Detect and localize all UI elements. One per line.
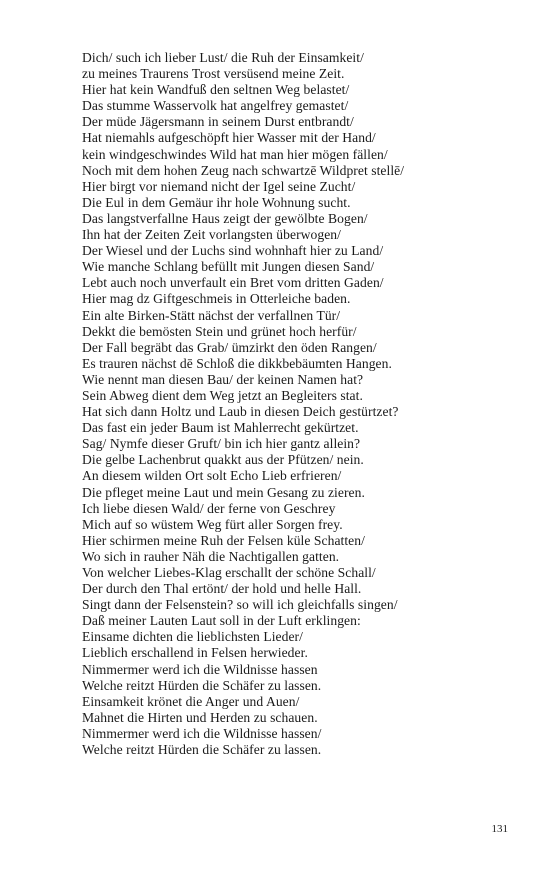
poem-line: Wie manche Schlang befüllt mit Jungen diesen Sand/ bbox=[82, 259, 375, 275]
poem-line: Die pfleget meine Laut und mein Gesang zu zieren. bbox=[82, 484, 365, 500]
poem-line: Wo sich in rauher Näh die Nachtigallen gatten. bbox=[82, 548, 340, 564]
poem-line: Nimmermer werd ich die Wildnisse hassen bbox=[82, 661, 318, 677]
poem-line: zu meines Traurens Trost versüsend meine Zeit. bbox=[82, 66, 345, 82]
poem-line: Lieblich erschallend in Felsen herwieder. bbox=[82, 645, 308, 661]
poem-line: Welche reitzt Hürden die Schäfer zu lassen. bbox=[82, 742, 322, 758]
poem-line: Hat sich dann Holtz und Laub in diesen Deich gestürtzet? bbox=[82, 404, 399, 420]
poem-line: Mahnet die Hirten und Herden zu schauen. bbox=[82, 709, 318, 725]
poem-line: Hier mag dz Giftgeschmeis in Otterleiche baden. bbox=[82, 291, 351, 307]
poem-line: Dekkt die bemösten Stein und grünet hoch herfür/ bbox=[82, 323, 357, 339]
poem-line: Das fast ein jeder Baum ist Mahlerrecht gekürtzet. bbox=[82, 420, 359, 436]
poem-line: Wie nennt man diesen Bau/ der keinen Namen hat? bbox=[82, 371, 364, 387]
poem-line: Mich auf so wüstem Weg fürt aller Sorgen frey. bbox=[82, 516, 343, 532]
poem-line: Hier birgt vor niemand nicht der Igel seine Zucht/ bbox=[82, 178, 356, 194]
poem-line: Es trauren nächst dē Schloß die dikkbebäumten Hangen. bbox=[82, 355, 392, 371]
poem-line: Hat niemahls aufgeschöpft hier Wasser mit der Hand/ bbox=[82, 130, 376, 146]
poem-line: Der durch den Thal ertönt/ der hold und helle Hall. bbox=[82, 581, 362, 597]
poem-line: Nimmermer werd ich die Wildnisse hassen/ bbox=[82, 725, 322, 741]
poem-line: Das langstverfallne Haus zeigt der gewölbte Bogen/ bbox=[82, 210, 368, 226]
page-number: 131 bbox=[491, 823, 508, 835]
poem-line: Sag/ Nymfe dieser Gruft/ bin ich hier gantz allein? bbox=[82, 436, 361, 452]
poem-line: Der Fall begräbt das Grab/ ümzirkt den öden Rangen/ bbox=[82, 339, 377, 355]
poem-line: Sein Abweg dient dem Weg jetzt an Begleiters stat. bbox=[82, 387, 363, 403]
poem-line: Lebt auch noch unverfault ein Bret vom dritten Gaden/ bbox=[82, 275, 384, 291]
poem-line: Hier hat kein Wandfuß den seltnen Weg belastet/ bbox=[82, 82, 350, 98]
poem-line: Ihn hat der Zeiten Zeit vorlangsten überwogen/ bbox=[82, 227, 341, 243]
poem-line: Die gelbe Lachenbrut quakkt aus der Pfützen/ nein. bbox=[82, 452, 364, 468]
poem-line: Das stumme Wasservolk hat angelfrey gemastet/ bbox=[82, 98, 349, 114]
poem-line: Ein alte Birken-Stätt nächst der verfallnen Tür/ bbox=[82, 307, 341, 323]
poem-line: Einsamkeit krönet die Anger und Auen/ bbox=[82, 693, 300, 709]
poem-text bbox=[82, 50, 522, 758]
poem-line: Welche reitzt Hürden die Schäfer zu lassen. bbox=[82, 677, 322, 693]
poem-line: Noch mit dem hohen Zeug nach schwartzē Wildpret stellē/ bbox=[82, 162, 405, 178]
poem-line: kein windgeschwindes Wild hat man hier mögen fällen/ bbox=[82, 146, 388, 162]
poem-line: Daß meiner Lauten Laut soll in der Luft erklingen: bbox=[82, 613, 361, 629]
poem-line: Der Wiesel und der Luchs sind wohnhaft hier zu Land/ bbox=[82, 243, 384, 259]
poem-line: Einsame dichten die lieblichsten Lieder/ bbox=[82, 629, 303, 645]
poem-line: Singt dann der Felsenstein? so will ich gleichfalls singen/ bbox=[82, 597, 398, 613]
poem-line: Dich/ such ich lieber Lust/ die Ruh der Einsamkeit/ bbox=[82, 50, 364, 65]
poem-line: Die Eul in dem Gemäur ihr hole Wohnung sucht. bbox=[82, 194, 351, 210]
poem-line: Hier schirmen meine Ruh der Felsen küle Schatten/ bbox=[82, 532, 365, 548]
poem-line: An diesem wilden Ort solt Echo Lieb erfrieren/ bbox=[82, 468, 342, 484]
poem-line: Der müde Jägersmann in seinem Durst entbrandt/ bbox=[82, 114, 354, 130]
poem-line: Von welcher Liebes-Klag erschallt der schöne Schall/ bbox=[82, 565, 376, 580]
poem-line: Ich liebe diesen Wald/ der ferne von Geschrey bbox=[82, 500, 336, 516]
